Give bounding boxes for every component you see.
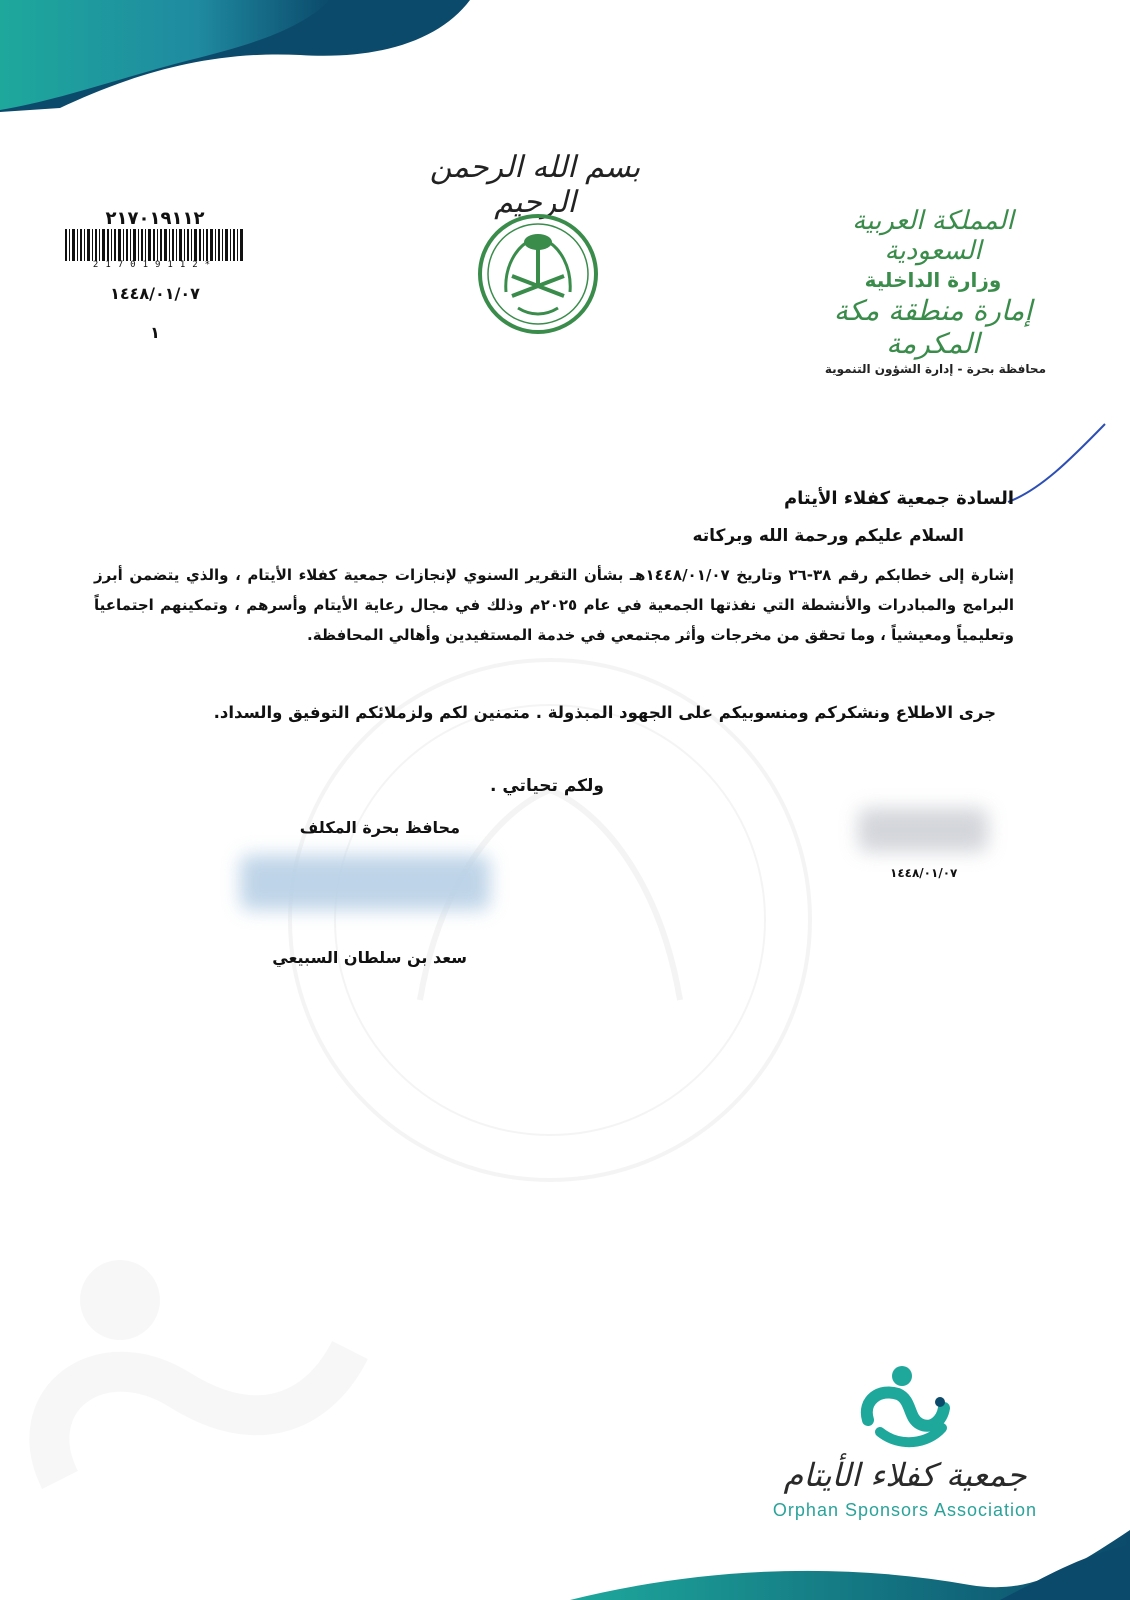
basmala: بسم الله الرحمن الرحيم [429, 150, 641, 220]
letter-paragraph-1: إشارة إلى خطابكم رقم ٣٨-٢٦ وتاريخ ١٤٤٨/٠١/٠٧هـ بشأن التقرير السنوي لإنجازات جمعية كفلاء الأيتام ، والذي يتضمن أبرز البرامج والمبادرات والأنشطة التي نفذتها الجمعية في عام ٢٠٢٥م وذلك في مجال رعاية الأيتام وأسرهم ، وتمكينهم اجتماعياً وتعليمياً ومعيشياً ، وما تحقق من مخرجات وأثر مجتمعي في خدمة المستفيدين وأهالي المحافظة. [94, 566, 1015, 644]
letter-paragraph-2: جرى الاطلاع ونشكركم ومنسوبيكم على الجهود المبذولة . متمنين لكم ولزملائكم التوفيق والسداد. [213, 703, 996, 722]
page-number: ١ [150, 323, 160, 342]
bottom-right-decoration [570, 1510, 1130, 1600]
kingdom-title: المملكة العربية السعودية [852, 206, 1014, 266]
stamp-redacted [858, 808, 988, 852]
barcode-number: ٢١٧٠١٩١١٢ [105, 208, 205, 229]
association-logo [755, 1362, 1055, 1521]
ministry-title: وزارة الداخلية [864, 268, 1002, 292]
barcode-block [62, 208, 248, 342]
top-left-decoration [0, 0, 480, 115]
signatory-name: سعد بن سلطان السبيعي [272, 948, 467, 967]
saudi-emblem-icon [476, 212, 600, 336]
emirate-title: إمارة منطقة مكة المكرمة [833, 294, 1033, 360]
letter-date: ١٤٤٨/٠١/٠٧ [110, 284, 200, 303]
addressee: السادة جمعية كفلاء الأيتام [783, 488, 1014, 509]
pen-tick-mark [1000, 420, 1110, 510]
orphan-sponsors-logo-icon [850, 1362, 960, 1452]
closing-regards: ولكم تحياتي . [489, 776, 604, 796]
barcode-digits: 217019112* [92, 260, 218, 270]
signature-redacted [240, 855, 490, 910]
logo-name-english: Orphan Sponsors Association [772, 1500, 1038, 1520]
greeting: السلام عليكم ورحمة الله وبركاته [692, 526, 964, 546]
barcode-icon [65, 229, 245, 261]
signatory-title: محافظ بحرة المكلف [299, 818, 460, 837]
letterhead [808, 206, 1058, 376]
signature-date: ١٤٤٨/٠١/٠٧ [890, 866, 958, 880]
logo-name-arabic: جمعية كفلاء الأيتام [783, 1456, 1027, 1494]
logo-watermark [20, 1220, 400, 1540]
governorate-title: محافظة بحرة - إدارة الشؤون التنموية [824, 362, 1046, 376]
